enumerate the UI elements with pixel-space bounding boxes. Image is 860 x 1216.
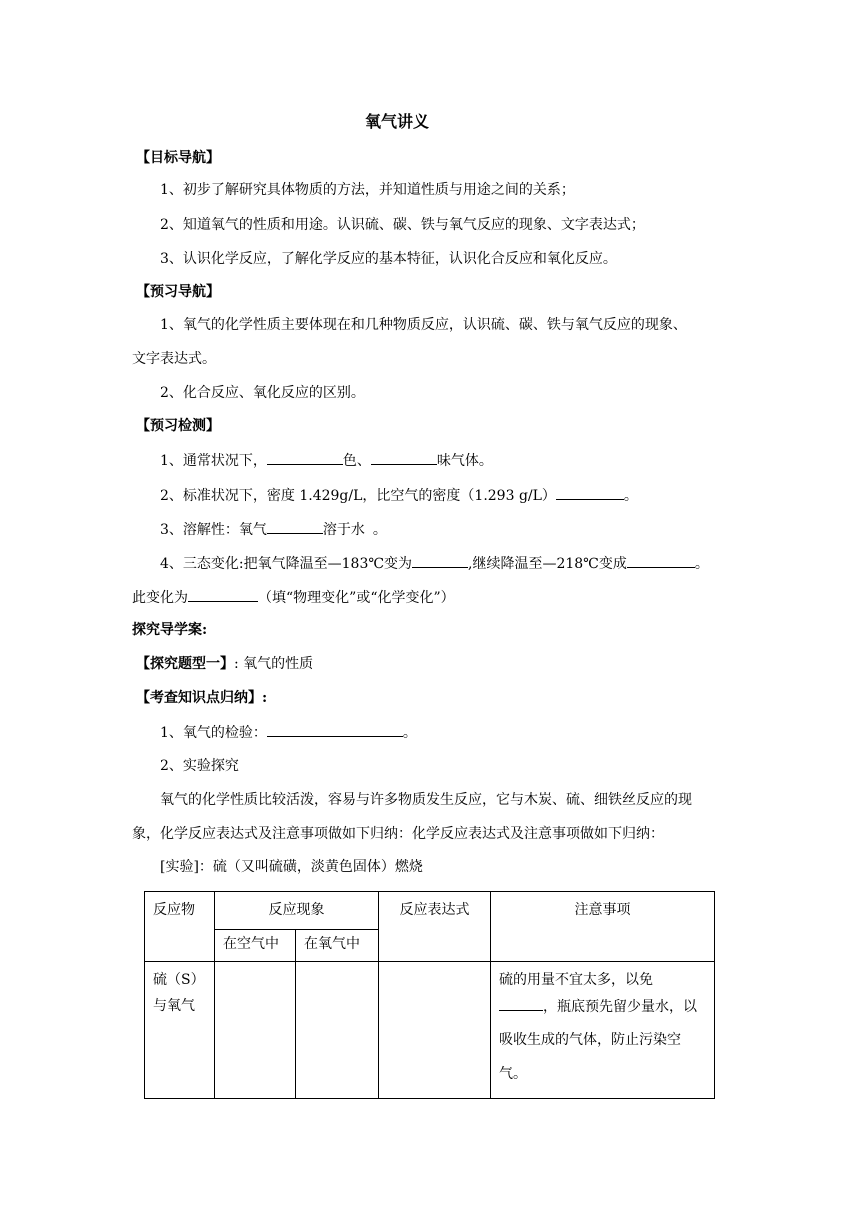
explore-heading: 探究导学案:	[132, 622, 208, 638]
header-notes: 注意事项	[491, 892, 715, 962]
q1-text-b: 色、	[342, 453, 371, 469]
explore-item-1-text-b: 。	[402, 725, 417, 741]
reactant-line-2: 与氧气	[153, 998, 195, 1014]
q1-blank-color[interactable]	[267, 450, 343, 465]
notes-blank[interactable]	[499, 996, 543, 1011]
check-question-1	[160, 450, 493, 471]
explore-type-title: : 氧气的性质	[234, 656, 314, 672]
q3-text-a: 3、溶解性：氧气	[160, 522, 267, 538]
notes-line-2-text: ，瓶底预先留少量水，以	[543, 999, 697, 1015]
header-in-air: 在空气中	[215, 930, 296, 962]
preview-item-1-line-2: 文字表达式。	[132, 351, 216, 367]
notes-line-3: 吸收生成的气体，防止污染空	[499, 1032, 681, 1048]
q4-blank-solid[interactable]	[627, 553, 695, 568]
check-question-2	[160, 485, 638, 506]
explore-type-heading: 【探究题型一】	[136, 656, 234, 672]
q4-blank-liquid[interactable]	[412, 553, 468, 568]
page-title: 氧气讲义	[365, 112, 430, 131]
row-reactant-sulfur	[145, 962, 215, 1099]
explore-paragraph-line-2: 象，化学反应表达式及注意事项做如下归纳：化学反应表达式及注意事项做如下归纳：	[132, 826, 664, 842]
check-question-3	[160, 519, 387, 540]
explore-item-2: 2、实验探究	[160, 758, 239, 774]
goal-heading: 【目标导航】	[136, 150, 220, 166]
q1-text-a: 1、通常状况下，	[160, 453, 267, 469]
q4-text-c: 。	[694, 556, 709, 572]
header-equation: 反应表达式	[379, 892, 491, 962]
q2-text-b: 。	[623, 488, 638, 504]
experiment-title: [实验]：硫（又叫硫磺，淡黄色固体）燃烧	[160, 859, 423, 875]
q3-blank-solubility[interactable]	[267, 519, 323, 534]
q4-text-b: ,继续降温至—218℃变成	[468, 556, 627, 572]
preview-item-1-line-1: 1、氧气的化学性质主要体现在和几种物质反应，认识硫、碳、铁与氧气反应的现象、	[160, 317, 687, 333]
check-heading: 【预习检测】	[136, 418, 220, 434]
q1-text-c: 味气体。	[436, 453, 493, 469]
notes-line-1: 硫的用量不宜太多，以免	[499, 972, 653, 988]
check-question-4-line-1	[160, 553, 709, 574]
explore-summary-heading: 【考查知识点归纳】	[136, 690, 262, 706]
header-phenomenon: 反应现象	[215, 892, 379, 930]
reactant-line-1: 硫（S）	[153, 972, 205, 988]
q3-text-c: 。	[372, 522, 387, 538]
goal-item-1: 1、初步了解研究具体物质的方法，并知道性质与用途之间的关系；	[160, 182, 575, 198]
goal-item-2: 2、知道氧气的性质和用途。认识硫、碳、铁与氧气反应的现象、文字表达式；	[160, 217, 645, 233]
cell-equation[interactable]	[379, 962, 491, 1099]
q3-text-b: 溶于水	[322, 522, 365, 538]
q4-blank-change-type[interactable]	[188, 587, 258, 602]
explore-summary-colon: :	[262, 690, 268, 706]
cell-notes	[491, 962, 715, 1099]
q4-text-d: 此变化为	[132, 590, 188, 606]
explore-item-1-text-a: 1、氧气的检验：	[160, 725, 267, 741]
notes-line-4: 气。	[499, 1066, 527, 1082]
q2-text-a: 2、标准状况下，密度 1.429g/L，比空气的密度（1.293 g/L）	[160, 488, 556, 504]
q2-blank-density[interactable]	[556, 485, 624, 500]
notes-line-2	[499, 996, 706, 1030]
q4-text-a: 4、三态变化:把氧气降温至—183℃变为	[160, 556, 413, 572]
explore-summary-line	[136, 688, 267, 708]
sulfur-reaction-table	[144, 891, 715, 1099]
cell-in-oxygen[interactable]	[296, 962, 379, 1099]
check-question-4-line-2	[132, 587, 455, 608]
oxygen-test-blank[interactable]	[267, 722, 403, 737]
cell-in-air[interactable]	[215, 962, 296, 1099]
q4-text-e: （填“物理变化”或“化学变化”）	[258, 590, 455, 606]
explore-item-1	[160, 722, 417, 743]
goal-item-3: 3、认识化学反应，了解化学反应的基本特征，认识化合反应和氧化反应。	[160, 251, 617, 267]
header-in-oxygen: 在氧气中	[296, 930, 379, 962]
q1-blank-smell[interactable]	[371, 450, 437, 465]
header-reactant: 反应物	[145, 892, 215, 962]
preview-heading: 【预习导航】	[136, 284, 220, 300]
explore-type-line	[136, 654, 313, 674]
preview-item-2: 2、化合反应、氧化反应的区别。	[160, 385, 365, 401]
explore-paragraph-line-1: 氧气的化学性质比较活泼，容易与许多物质发生反应，它与木炭、硫、细铁丝反应的现	[160, 792, 692, 808]
